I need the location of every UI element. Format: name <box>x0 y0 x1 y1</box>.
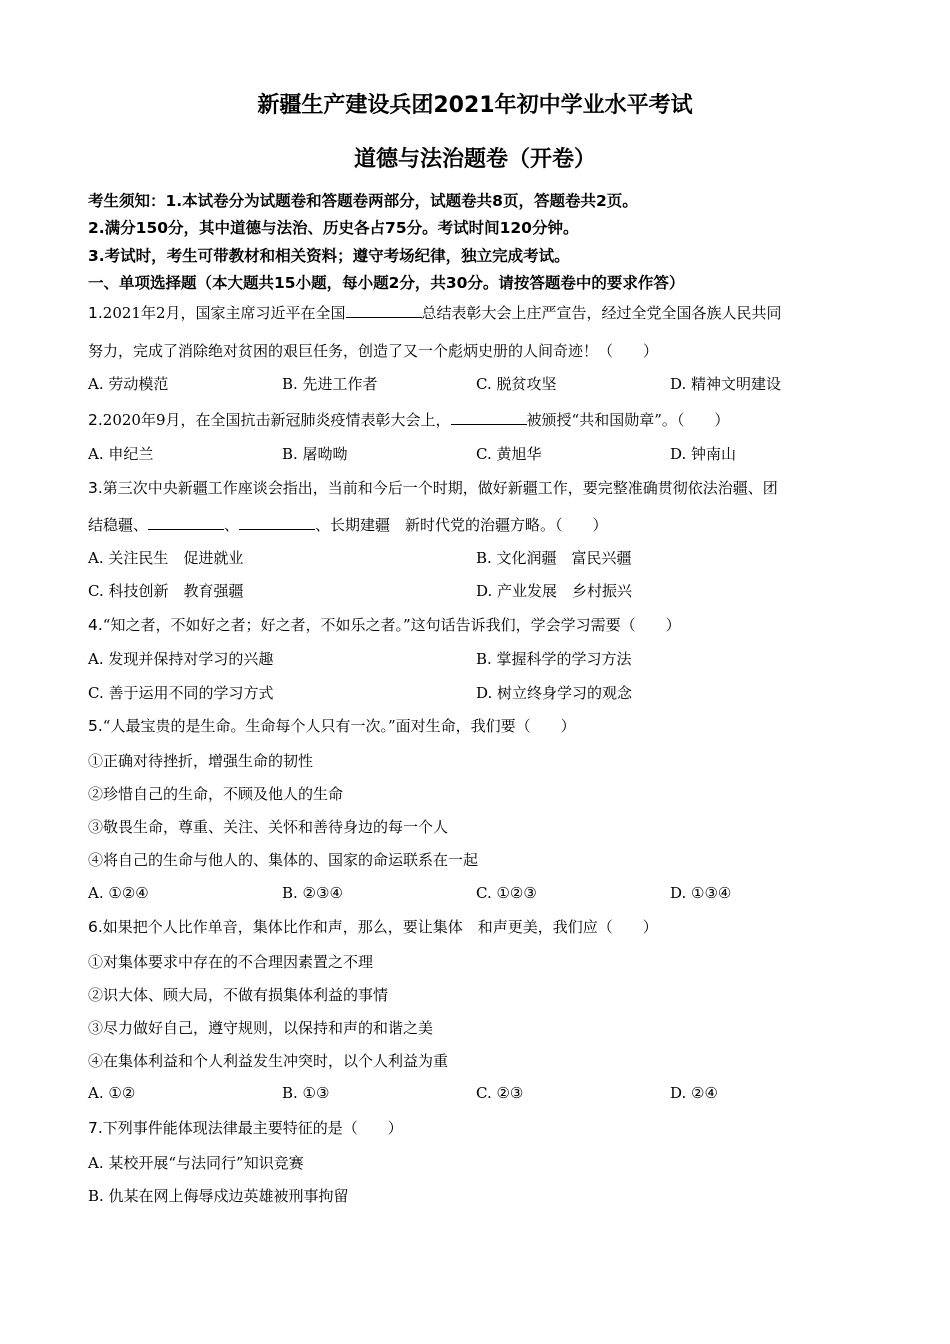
q5-option-c[interactable]: C. ①②③ <box>476 884 537 902</box>
question-7: 7.下列事件能体现法律最主要特征的是（ ） <box>88 1119 403 1137</box>
q6-statement-1: ①对集体要求中存在的不合理因素置之不理 <box>88 953 374 971</box>
question-6: 6.如果把个人比作单音，集体比作和声，那么，要让集体 和声更美，我们应（ ） <box>88 918 658 936</box>
q4-option-d[interactable]: D. 树立终身学习的观念 <box>476 684 633 702</box>
question-3-cont: 结稳疆、 、 、长期建疆 新时代党的治疆方略。（ ） <box>88 516 608 534</box>
question-number: 6. <box>88 918 103 936</box>
q6-option-a[interactable]: A. ①② <box>88 1084 136 1102</box>
q1-option-d[interactable]: D. 精神文明建设 <box>670 375 782 393</box>
q7-option-a[interactable]: A. 某校开展“与法同行”知识竞赛 <box>88 1154 304 1172</box>
q2-option-c[interactable]: C. 黄旭华 <box>476 445 542 463</box>
q5-statement-2: ②珍惜自己的生命，不顾及他人的生命 <box>88 785 344 803</box>
q2-option-a[interactable]: A. 申纪兰 <box>88 445 154 463</box>
answer-blank <box>346 303 422 318</box>
q6-statement-3: ③尽力做好自己，遵守规则，以保持和声的和谐之美 <box>88 1019 434 1037</box>
question-number: 2. <box>88 411 103 429</box>
q7-option-b[interactable]: B. 仇某在网上侮辱戍边英雄被刑事拘留 <box>88 1187 349 1205</box>
answer-blank <box>239 515 315 530</box>
question-2: 2.2020年9月，在全国抗击新冠肺炎疫情表彰大会上， 被颁授“共和国勋章”。（ ） <box>88 411 730 429</box>
q4-option-c[interactable]: C. 善于运用不同的学习方式 <box>88 684 274 702</box>
q1-option-c[interactable]: C. 脱贫攻坚 <box>476 375 557 393</box>
q1-option-b[interactable]: B. 先进工作者 <box>282 375 378 393</box>
question-number: 7. <box>88 1119 103 1137</box>
q5-option-d[interactable]: D. ①③④ <box>670 884 732 902</box>
q3-option-c[interactable]: C. 科技创新 教育强疆 <box>88 582 244 600</box>
q5-statement-1: ①正确对待挫折，增强生命的韧性 <box>88 752 314 770</box>
question-number: 3. <box>88 479 103 497</box>
notice-line-2: 2.满分150分，其中道德与法治、历史各占75分。考试时间120分钟。 <box>88 219 579 237</box>
q6-statement-4: ④在集体利益和个人利益发生冲突时，以个人利益为重 <box>88 1052 449 1070</box>
q5-option-b[interactable]: B. ②③④ <box>282 884 343 902</box>
question-1: 1.2021年2月，国家主席习近平在全国 总结表彰大会上庄严宣告，经过全党全国各族人民共同 <box>88 304 782 322</box>
q2-option-d[interactable]: D. 钟南山 <box>670 445 737 463</box>
q6-option-d[interactable]: D. ②④ <box>670 1084 718 1102</box>
answer-blank <box>451 410 527 425</box>
question-number: 4. <box>88 616 103 634</box>
q3-option-d[interactable]: D. 产业发展 乡村振兴 <box>476 582 633 600</box>
notice-line-3: 3.考试时，考生可带教材和相关资料；遵守考场纪律，独立完成考试。 <box>88 247 570 265</box>
q6-statement-2: ②识大体、顾大局，不做有损集体利益的事情 <box>88 986 389 1004</box>
q1-option-a[interactable]: A. 劳动模范 <box>88 375 169 393</box>
exam-title: 新疆生产建设兵团2021年初中学业水平考试 <box>257 93 693 118</box>
question-number: 5. <box>88 717 103 735</box>
q5-statement-4: ④将自己的生命与他人的、集体的、国家的命运联系在一起 <box>88 851 479 869</box>
q6-option-c[interactable]: C. ②③ <box>476 1084 524 1102</box>
q4-option-a[interactable]: A. 发现并保持对学习的兴趣 <box>88 650 274 668</box>
q2-option-b[interactable]: B. 屠呦呦 <box>282 445 348 463</box>
q3-option-a[interactable]: A. 关注民生 促进就业 <box>88 549 244 567</box>
exam-subtitle: 道德与法治题卷（开卷） <box>353 147 596 172</box>
question-3: 3.第三次中央新疆工作座谈会指出，当前和今后一个时期，做好新疆工作，要完整准确贯彻依法治疆、团 <box>88 479 778 497</box>
q6-option-b[interactable]: B. ①③ <box>282 1084 330 1102</box>
notice-line-1: 考生须知：1.本试卷分为试题卷和答题卷两部分，试题卷共8页，答题卷共2页。 <box>88 192 638 210</box>
question-number: 1. <box>88 304 103 322</box>
answer-blank <box>148 515 224 530</box>
q4-option-b[interactable]: B. 掌握科学的学习方法 <box>476 650 632 668</box>
section-heading: 一、单项选择题（本大题共15小题，每小题2分，共30分。请按答题卷中的要求作答） <box>88 274 685 292</box>
q5-statement-3: ③敬畏生命，尊重、关注、关怀和善待身边的每一个人 <box>88 818 449 836</box>
q5-option-a[interactable]: A. ①②④ <box>88 884 149 902</box>
question-5: 5.“人最宝贵的是生命。生命每个人只有一次。”面对生命，我们要（ ） <box>88 717 576 735</box>
question-1-cont: 努力，完成了消除绝对贫困的艰巨任务，创造了又一个彪炳史册的人间奇迹！（ ） <box>88 342 659 360</box>
q3-option-b[interactable]: B. 文化润疆 富民兴疆 <box>476 549 632 567</box>
question-4: 4.“知之者，不如好之者；好之者，不如乐之者。”这句话告诉我们，学会学习需要（ ） <box>88 616 681 634</box>
